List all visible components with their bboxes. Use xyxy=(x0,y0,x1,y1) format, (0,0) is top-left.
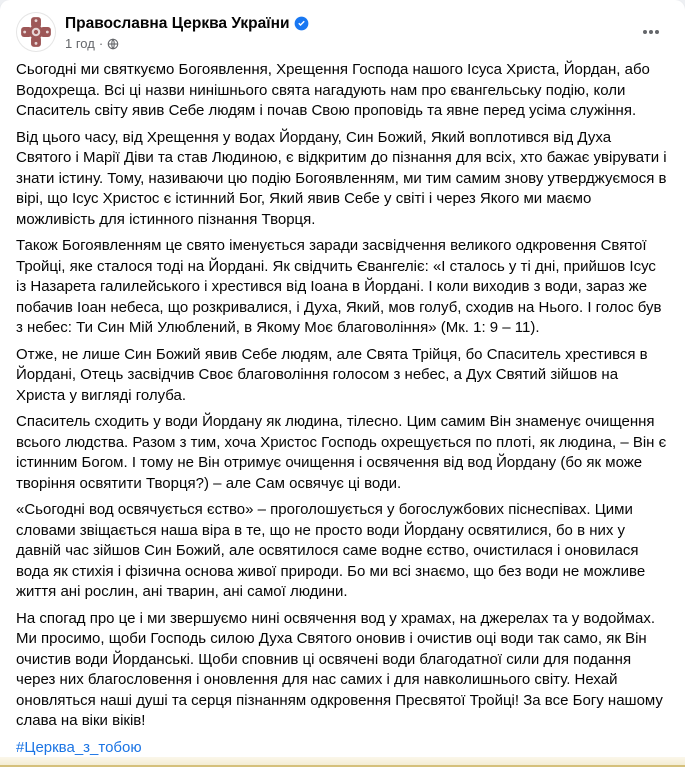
church-cross-logo-icon xyxy=(19,15,53,49)
post-paragraph: Спаситель сходить у води Йордану як людина, тілесно. Цим самим Він знаменує очищення всього людства. Разом з тим, хоча Христос Господь охрещується по плоті, як людина, – Він є істинним Богом. І тому не Він отримує очищення і освячення від вод Йордану (бо як може творіння освятити Творця?) – але Сам освячує ці води. xyxy=(16,413,667,492)
header-text xyxy=(65,12,633,52)
post-paragraph: «Сьогодні вод освячується єство» – проголошується у богослужбових піснеспівах. Цими словами звіщається наша віра в те, що не просто води Йордану освятилися, бо в них у давній час зійшов Син Божий, але освятилося саме водне єство, очистилася і оновилася вода як стихія і фізична основа живої природи. Бо ми всі знаємо, що без води не можливе життя ані рослин, ані тварин, ані самої людини. xyxy=(16,501,646,600)
post-paragraph: Отже, не лише Син Божий явив Себе людям, але Свята Трійця, бо Спаситель хрестився в Йордані, Отець засвідчив Своє благовоління голосом з небес, а Дух Святий зійшов на Христа у вигляді голуба. xyxy=(16,345,648,404)
post-paragraph: Від цього часу, від Хрещення у водах Йордану, Син Божий, Який воплотився від Духа Святого і Марії Діви та став Людиною, є відкритим до пізнання для всіх, хто бажає увірувати і знати істину. Тому, називаючи цю подію Богоявленням, ми тим самим знову утверджуємося в вірі, що Ісус Христос є істинний Бог, Який явив Себе у світі і через Якого ми маємо можливість для істинного пізнання Творця. xyxy=(16,128,667,228)
post-timestamp[interactable]: 1 год xyxy=(65,36,95,51)
more-options-button[interactable] xyxy=(633,14,669,50)
verified-badge-icon xyxy=(294,16,309,31)
ellipsis-icon xyxy=(641,30,661,45)
post-meta xyxy=(65,36,633,52)
attached-image-top-edge[interactable] xyxy=(0,757,685,767)
hashtag-line xyxy=(16,738,669,759)
avatar[interactable] xyxy=(16,12,56,52)
post-body xyxy=(0,56,685,758)
page-name[interactable]: Православна Церква України xyxy=(65,15,290,32)
post-paragraph: На спогад про це і ми звершуємо нині освячення вод у храмах, на джерелах та у водоймах. Ми просимо, щоби Господь силою Духа Святого оновив і очистив оці води так само, як Він очистив води Йорданські. Щоби сповнив ці освячені води благодатної сили для подання через них благословення і оновлення для нас самих і для навколишнього світу. Нехай оновляться наші душі та серця пізнанням одкровення Пресвятої Тройці! За все Богу нашому слава на віки віків! xyxy=(16,609,663,729)
post-paragraph: Також Богоявленням це свято іменується заради засвідчення великого одкровення Святої Тройці, яке сталося тоді на Йордані. Як свідчить Євангеліє: «І сталось у ті дні, прийшов Ісус із Назарета галилейського і хрестився від Іоана в Йордані. І коли виходив з води, зараз же побачив Іоан небеса, що розкривалися, і Духа, Який, мов голуб, сходив на Нього. І голос був з небес: Ти Син Мій Улюблений, в Якому Моє благовоління» (Мк. 1: 9 – 11). xyxy=(16,237,662,336)
globe-privacy-icon xyxy=(107,38,119,50)
post-header xyxy=(0,0,685,56)
hashtag-link[interactable]: #Церква_з_тобою xyxy=(16,738,142,756)
name-row xyxy=(65,14,633,33)
post-paragraph: Сьогодні ми святкуємо Богоявлення, Хрещення Господа нашого Ісуса Христа, Йордан, або Водохреща. Всі ці назви нинішнього свята нагадують нам про євангельську подію, коли Спаситель світу явив Себе людям і почав Свою проповідь та явне перед усіма служіння. xyxy=(16,61,650,119)
meta-separator: · xyxy=(98,36,104,51)
